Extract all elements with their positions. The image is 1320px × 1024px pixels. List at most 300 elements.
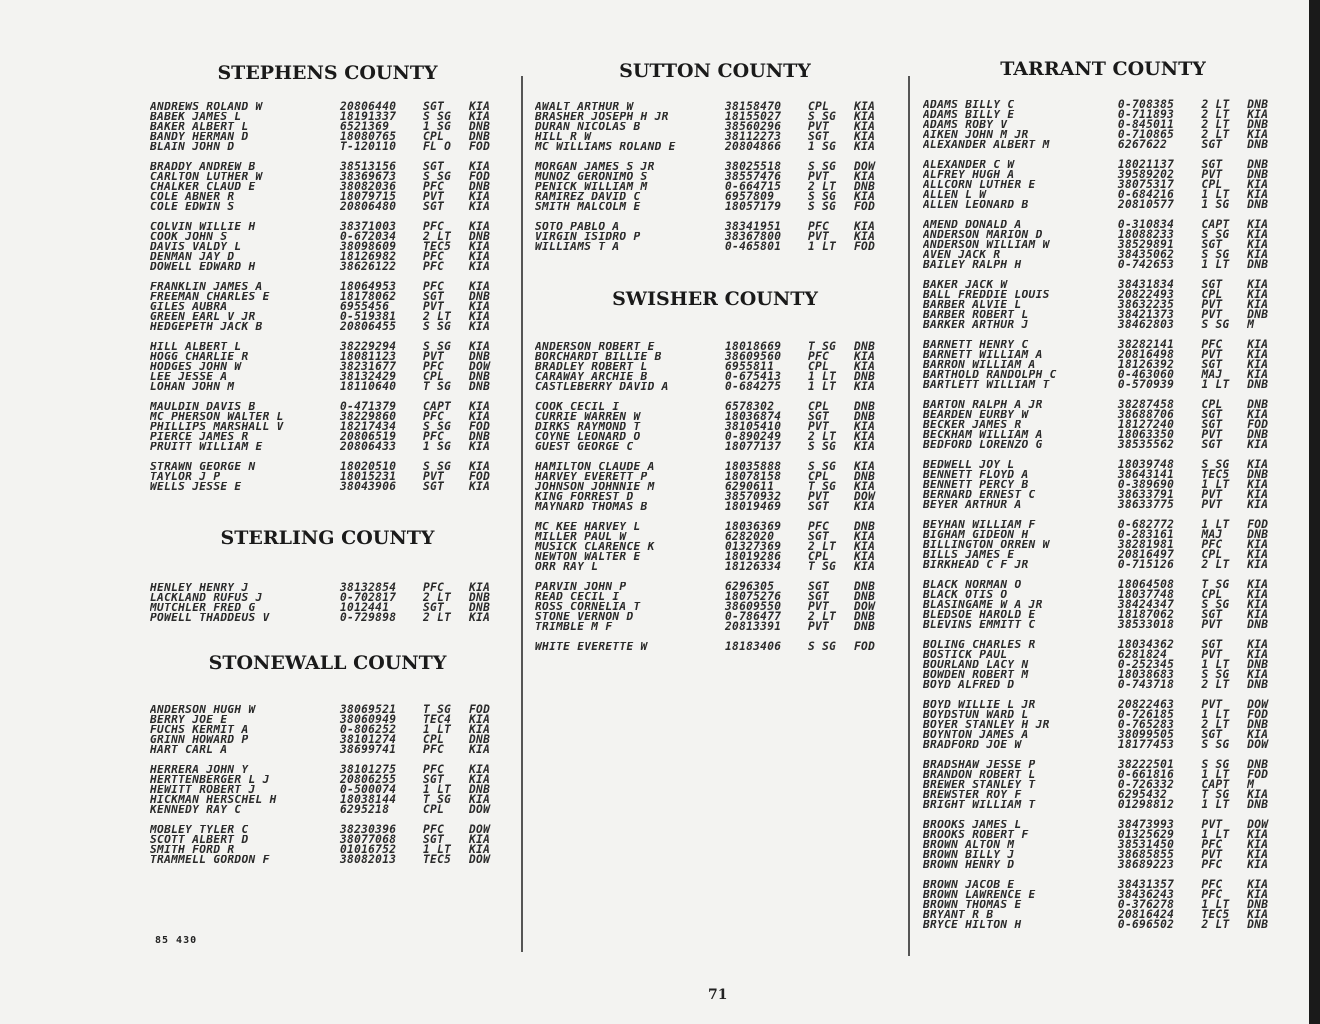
entry-group (923, 220, 1283, 270)
serial-number: 0-661816 (1117, 768, 1175, 781)
casualty-row (150, 312, 505, 322)
casualty-name: ORR RAY L (535, 562, 599, 572)
rank: T SG (1201, 788, 1230, 801)
rank: 1 LT (1201, 518, 1230, 531)
entry-group (923, 340, 1283, 390)
serial-number: 18177453 (1117, 738, 1175, 751)
status: DNB (1247, 618, 1269, 631)
rank: 1 SG (1201, 198, 1230, 211)
casualty-row (923, 850, 1283, 860)
casualty-row (150, 102, 505, 112)
casualty-row (535, 602, 895, 612)
status: DNB (1247, 658, 1269, 671)
rank: S SG (1201, 758, 1230, 771)
casualty-row (535, 502, 895, 512)
rank: SGT (1201, 728, 1223, 741)
status: DNB (1247, 898, 1269, 911)
casualty-name: MC PHERSON WALTER L (150, 412, 284, 422)
entry-group (150, 402, 505, 452)
rank: SGT (1201, 638, 1223, 651)
rank: S SG (1201, 248, 1230, 261)
status: KIA (469, 723, 491, 736)
status: KIA (469, 100, 491, 113)
status: KIA (1247, 108, 1269, 121)
casualty-list (535, 342, 895, 652)
status: DNB (854, 470, 876, 483)
status: KIA (1247, 788, 1269, 801)
rank: CPL (1201, 548, 1223, 561)
rank: CPL (1201, 398, 1223, 411)
casualty-row (150, 382, 505, 392)
rank: TEC4 (423, 713, 452, 726)
serial-number: 0-729898 (340, 611, 397, 624)
status: FOD (469, 420, 491, 433)
casualty-name: HICKMAN HERSCHEL H (150, 795, 277, 805)
casualty-name: GUEST GEORGE C (535, 442, 634, 452)
status: KIA (1247, 828, 1269, 841)
casualty-name: BLEDSOE HAROLD E (923, 610, 1036, 620)
casualty-row (535, 412, 895, 422)
rank: S SG (423, 460, 452, 473)
casualty-row (923, 500, 1283, 510)
casualty-name: PENICK WILLIAM M (535, 182, 648, 192)
rank: S SG (808, 160, 837, 173)
casualty-row (923, 560, 1283, 570)
serial-number: 6578302 (725, 400, 775, 413)
casualty-row (150, 765, 505, 775)
county-heading: STEPHENS COUNTY (217, 62, 438, 84)
status: DNB (854, 340, 876, 353)
casualty-name: HEDGEPETH JACK B (150, 322, 263, 332)
county-heading: STERLING COUNTY (220, 527, 435, 549)
serial-number: 18015231 (340, 470, 397, 483)
casualty-row (150, 162, 505, 172)
casualty-name: CURRIE WARREN W (535, 412, 641, 422)
casualty-row (923, 430, 1283, 440)
casualty-name: FUCHS KERMIT A (150, 725, 249, 735)
casualty-name: ALLEN LEONARD B (923, 200, 1029, 210)
status: DOW (469, 853, 491, 866)
casualty-name: BROOKS ROBERT F (923, 830, 1029, 840)
serial-number: 38043906 (340, 480, 397, 493)
casualty-row (150, 705, 505, 715)
serial-number: 38533018 (1117, 618, 1175, 631)
casualty-row (150, 855, 505, 865)
casualty-name: BROWN ALTON M (923, 840, 1015, 850)
status: KIA (854, 440, 876, 453)
rank: S SG (1201, 228, 1230, 241)
casualty-name: BLAIN JOHN D (150, 142, 235, 152)
status: DNB (469, 733, 491, 746)
casualty-list (150, 705, 505, 865)
casualty-row (535, 182, 895, 192)
serial-number: 0-786477 (725, 610, 782, 623)
casualty-row (923, 480, 1283, 490)
serial-number: 38632235 (1117, 298, 1175, 311)
serial-number: 38436243 (1117, 888, 1175, 901)
rank: SGT (423, 773, 445, 786)
serial-number: 18075276 (725, 590, 782, 603)
status: KIA (1247, 848, 1269, 861)
status: DNB (854, 590, 876, 603)
rank: T SG (423, 380, 452, 393)
rank: 1 LT (808, 380, 837, 393)
rank: PVT (1201, 618, 1223, 631)
rank: 2 LT (423, 310, 452, 323)
casualty-name: SMITH MALCOLM E (535, 202, 641, 212)
rank: SGT (423, 160, 445, 173)
casualty-row (150, 222, 505, 232)
status: DNB (854, 180, 876, 193)
casualty-name: CHALKER CLAUD E (150, 182, 256, 192)
serial-number: 38529891 (1117, 238, 1175, 251)
rank: 2 LT (423, 230, 452, 243)
casualty-name: BARRON WILLIAM A (923, 360, 1036, 370)
column-divider-right (908, 76, 910, 956)
casualty-name: SMITH FORD R (150, 845, 235, 855)
status: KIA (1247, 478, 1269, 491)
casualty-list (150, 102, 505, 492)
rank: S SG (1201, 458, 1230, 471)
serial-number: 18217434 (340, 420, 397, 433)
casualty-row (923, 410, 1283, 420)
casualty-row (923, 320, 1283, 330)
rank: 2 LT (1201, 98, 1230, 111)
status: FOD (469, 470, 491, 483)
rank: CPL (423, 130, 445, 143)
casualty-name: BROWN HENRY D (923, 860, 1015, 870)
serial-number: 01016752 (340, 843, 397, 856)
casualty-name: BARBER ROBERT L (923, 310, 1029, 320)
status: DNB (1247, 428, 1269, 441)
serial-number: 18187062 (1117, 608, 1175, 621)
casualty-row (150, 593, 505, 603)
serial-number: 39589202 (1117, 168, 1175, 181)
casualty-row (535, 232, 895, 242)
rank: 2 LT (808, 540, 837, 553)
status: DNB (469, 380, 491, 393)
casualty-row (150, 613, 505, 623)
casualty-name: BORCHARDT BILLIE B (535, 352, 662, 362)
status: KIA (469, 240, 491, 253)
serial-number: 0-664715 (725, 180, 782, 193)
status: FOD (1247, 418, 1269, 431)
serial-number: 18178062 (340, 290, 397, 303)
casualty-row (150, 805, 505, 815)
serial-number: 38424347 (1117, 598, 1175, 611)
serial-number: 38158470 (725, 100, 782, 113)
status: KIA (854, 360, 876, 373)
status: KIA (469, 220, 491, 233)
casualty-name: SOTO PABLO A (535, 222, 620, 232)
serial-number: 0-465801 (725, 240, 782, 253)
casualty-name: MILLER PAUL W (535, 532, 627, 542)
rank: S SG (1201, 738, 1230, 751)
casualty-name: DOWELL EDWARD H (150, 262, 256, 272)
casualty-row (923, 400, 1283, 410)
rank: SGT (1201, 418, 1223, 431)
rank: 2 LT (1201, 108, 1230, 121)
casualty-row (150, 232, 505, 242)
status: M (1247, 778, 1255, 791)
status: KIA (1247, 548, 1269, 561)
rank: SGT (1201, 158, 1223, 171)
serial-number: 18078158 (725, 470, 782, 483)
rank: S SG (808, 460, 837, 473)
casualty-row (535, 622, 895, 632)
casualty-list (535, 102, 895, 252)
casualty-name: BEDWELL JOY L (923, 460, 1015, 470)
status: KIA (1247, 908, 1269, 921)
casualty-name: ALFREY HUGH A (923, 170, 1015, 180)
entry-group (150, 282, 505, 332)
rank: PFC (1201, 888, 1223, 901)
rank: CPL (423, 733, 445, 746)
status: KIA (469, 713, 491, 726)
casualty-name: PHILLIPS MARSHALL V (150, 422, 284, 432)
casualty-row (535, 202, 895, 212)
status: KIA (469, 300, 491, 313)
serial-number: 18088233 (1117, 228, 1175, 241)
status: KIA (469, 743, 491, 756)
casualty-row (923, 540, 1283, 550)
rank: 1 LT (1201, 898, 1230, 911)
casualty-row (923, 580, 1283, 590)
casualty-name: BARNETT HENRY C (923, 340, 1029, 350)
entry-group (535, 522, 895, 572)
status: KIA (1247, 838, 1269, 851)
rank: SGT (1201, 358, 1223, 371)
serial-number: 38643141 (1117, 468, 1175, 481)
status: FOD (854, 240, 876, 253)
rank: SGT (808, 500, 830, 513)
entry-group (535, 102, 895, 152)
serial-number: 20806519 (340, 430, 397, 443)
serial-number: 38609560 (725, 350, 782, 363)
casualty-row (923, 420, 1283, 430)
casualty-row (535, 242, 895, 252)
status: DNB (1247, 678, 1269, 691)
entry-group (923, 760, 1283, 810)
status: KIA (1247, 558, 1269, 571)
rank: PFC (423, 430, 445, 443)
rank: PVT (1201, 498, 1223, 511)
casualty-name: MAYNARD THOMAS B (535, 502, 648, 512)
casualty-name: ANDERSON HUGH W (150, 705, 256, 715)
status: KIA (854, 190, 876, 203)
casualty-row (535, 492, 895, 502)
status: KIA (854, 130, 876, 143)
status: DNB (1247, 158, 1269, 171)
serial-number: 20822463 (1117, 698, 1175, 711)
status: KIA (469, 833, 491, 846)
entry-group (535, 462, 895, 512)
entry-group (535, 582, 895, 632)
casualty-name: BARTHOLD RANDOLPH C (923, 370, 1057, 380)
entry-group (150, 825, 505, 865)
casualty-row (150, 352, 505, 362)
casualty-row (535, 142, 895, 152)
casualty-name: BILLINGTON ORREN W (923, 540, 1050, 550)
casualty-row (150, 603, 505, 613)
status: KIA (854, 460, 876, 473)
status: KIA (469, 763, 491, 776)
rank: S SG (423, 420, 452, 433)
rank: S SG (808, 190, 837, 203)
casualty-name: BRADLEY ROBERT L (535, 362, 648, 372)
rank: S SG (423, 340, 452, 353)
casualty-row (150, 825, 505, 835)
casualty-name: ANDREWS ROLAND W (150, 102, 263, 112)
status: KIA (854, 540, 876, 553)
casualty-row (535, 112, 895, 122)
status: DNB (469, 180, 491, 193)
casualty-name: HERTTENBERGER L J (150, 775, 270, 785)
serial-number: 0-845011 (1117, 118, 1175, 131)
rank: CAPT (1201, 778, 1230, 791)
casualty-row (150, 122, 505, 132)
status: KIA (1247, 248, 1269, 261)
rank: PVT (423, 350, 445, 363)
serial-number: 38075317 (1117, 178, 1175, 191)
status: KIA (1247, 238, 1269, 251)
serial-number: 38060949 (340, 713, 397, 726)
casualty-name: HENLEY HENRY J (150, 583, 249, 593)
serial-number: 38633791 (1117, 488, 1175, 501)
casualty-row (923, 610, 1283, 620)
serial-number: 38222501 (1117, 758, 1175, 771)
casualty-name: CASTLEBERRY DAVID A (535, 382, 669, 392)
status: KIA (469, 480, 491, 493)
status: KIA (1247, 178, 1269, 191)
rank: PFC (1201, 338, 1223, 351)
casualty-name: BAILEY RALPH H (923, 260, 1022, 270)
county-heading: STONEWALL COUNTY (208, 652, 447, 674)
casualty-row (150, 735, 505, 745)
serial-number: 38069521 (340, 703, 397, 716)
casualty-name: BAKER JACK W (923, 280, 1008, 290)
rank: T SG (808, 340, 837, 353)
rank: 1 LT (423, 723, 452, 736)
status: DOW (1247, 738, 1269, 751)
casualty-name: BRYCE HILTON H (923, 920, 1022, 930)
casualty-row (535, 132, 895, 142)
casualty-row (923, 680, 1283, 690)
status: KIA (1247, 668, 1269, 681)
column-divider-left (521, 76, 523, 952)
status: DNB (854, 410, 876, 423)
rank: PFC (1201, 538, 1223, 551)
casualty-name: AIKEN JOHN M JR (923, 130, 1029, 140)
entry-group (150, 102, 505, 152)
casualty-name: HILL ALBERT L (150, 342, 242, 352)
serial-number: 0-672034 (340, 230, 397, 243)
casualty-name: BAKER ALBERT L (150, 122, 249, 132)
serial-number: 20810577 (1117, 198, 1175, 211)
entry-group (923, 280, 1283, 330)
serial-number: 6957809 (725, 190, 775, 203)
casualty-name: VIRGIN ISIDRO P (535, 232, 641, 242)
status: KIA (1247, 338, 1269, 351)
serial-number: 0-743718 (1117, 678, 1175, 691)
serial-number: 6267622 (1117, 138, 1168, 151)
rank: 1 LT (423, 783, 452, 796)
status: DNB (854, 580, 876, 593)
serial-number: 18126392 (1117, 358, 1175, 371)
casualty-name: MAULDIN DAVIS B (150, 402, 256, 412)
serial-number: 38435062 (1117, 248, 1175, 261)
rank: PVT (1201, 848, 1223, 861)
status: DOW (854, 160, 876, 173)
status: KIA (1247, 608, 1269, 621)
rank: CAPT (423, 400, 452, 413)
status: KIA (469, 260, 491, 273)
serial-number: 0-376278 (1117, 898, 1175, 911)
serial-number: 18183406 (725, 640, 782, 653)
casualty-name: POWELL THADDEUS V (150, 613, 270, 623)
casualty-name: LACKLAND RUFUS J (150, 593, 263, 603)
entry-group (150, 342, 505, 392)
rank: S SG (423, 170, 452, 183)
status: KIA (1247, 368, 1269, 381)
serial-number: 38025518 (725, 160, 782, 173)
status: DNB (1247, 168, 1269, 181)
status: KIA (469, 460, 491, 473)
casualty-name: BEARDEN EURBY W (923, 410, 1029, 420)
casualty-name: BENNETT FLOYD A (923, 470, 1029, 480)
status: KIA (469, 581, 491, 594)
casualty-name: MUNOZ GERONIMO S (535, 172, 648, 182)
casualty-name: DURAN NICOLAS B (535, 122, 641, 132)
casualty-row (535, 532, 895, 542)
status: DNB (469, 230, 491, 243)
rank: S SG (1201, 668, 1230, 681)
casualty-name: ANDERSON ROBERT E (535, 342, 655, 352)
status: KIA (469, 440, 491, 453)
casualty-row (535, 592, 895, 602)
serial-number: 38431357 (1117, 878, 1175, 891)
status: FOD (469, 140, 491, 153)
status: KIA (1247, 598, 1269, 611)
casualty-row (150, 472, 505, 482)
casualty-row (923, 170, 1283, 180)
casualty-name: BECKER JAMES R (923, 420, 1022, 430)
casualty-row (923, 160, 1283, 170)
rank: TEC5 (423, 853, 452, 866)
casualty-row (150, 583, 505, 593)
rank: SGT (423, 100, 445, 113)
casualty-name: BRIGHT WILLIAM T (923, 800, 1036, 810)
rank: PVT (808, 230, 830, 243)
serial-number: 0-500074 (340, 783, 397, 796)
casualty-name: WHITE EVERETTE W (535, 642, 648, 652)
casualty-name: COOK JOHN S (150, 232, 228, 242)
serial-number: 18126982 (340, 250, 397, 263)
casualty-row (923, 350, 1283, 360)
status: KIA (469, 200, 491, 213)
serial-number: 0-684216 (1117, 188, 1175, 201)
rank: PVT (423, 300, 445, 313)
rank: S SG (423, 320, 452, 333)
rank: PVT (1201, 648, 1223, 661)
casualty-name: HILL R W (535, 132, 592, 142)
status: KIA (1247, 588, 1269, 601)
serial-number: 18034362 (1117, 638, 1175, 651)
rank: 1 LT (1201, 798, 1230, 811)
casualty-name: HARVEY EVERETT P (535, 472, 648, 482)
rank: PVT (808, 620, 830, 633)
casualty-name: BIRKHEAD C F JR (923, 560, 1029, 570)
